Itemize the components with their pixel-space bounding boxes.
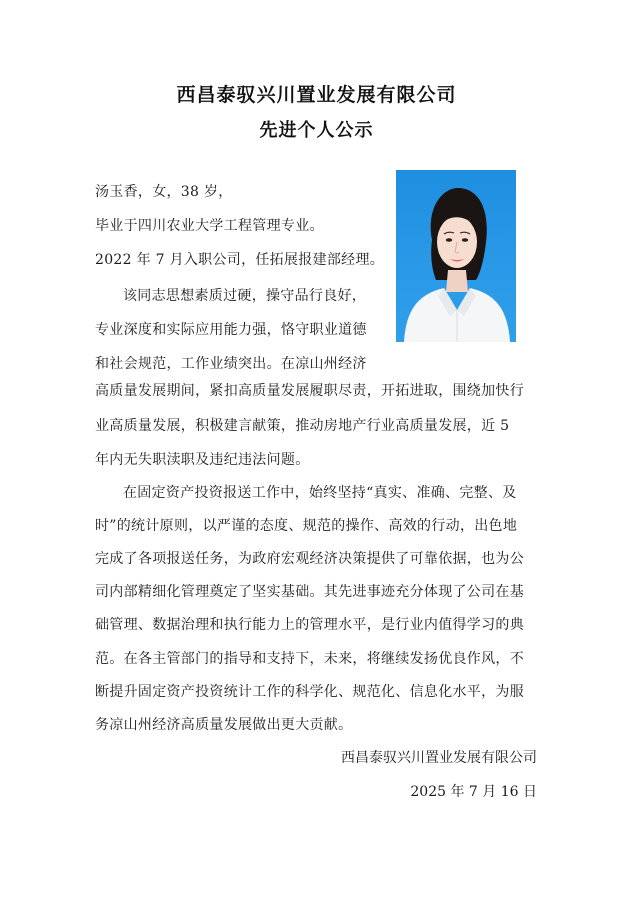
profile-line-name: 汤玉香，女，38 岁， bbox=[95, 184, 233, 200]
paragraph1-line1: 该同志思想素质过硬，操守品行良好， bbox=[123, 288, 367, 304]
profile-line-position: 2022 年 7 月入职公司，任拓展报建部经理。 bbox=[95, 252, 385, 268]
paragraph1-line5: 业高质量发展，积极建言献策，推动房地产行业高质量发展，近 5 bbox=[95, 418, 510, 434]
paragraph2-line4: 司内部精细化管理奠定了坚实基础。其先进事迹充分体现了公司在基 bbox=[95, 584, 524, 600]
paragraph2-line3: 完成了各项报送任务，为政府宏观经济决策提供了可靠依据，也为公 bbox=[95, 551, 524, 567]
paragraph2-line8: 务凉山州经济高质量发展做出更大贡献。 bbox=[95, 717, 353, 733]
paragraph2-line1: 在固定资产投资报送工作中，始终坚持“真实、准确、完整、及 bbox=[123, 485, 517, 501]
paragraph1-line2: 专业深度和实际应用能力强，恪守职业道德 bbox=[95, 322, 367, 338]
signature-org: 西昌泰驭兴川置业发展有限公司 bbox=[341, 750, 537, 766]
notice-subtitle: 先进个人公示 bbox=[259, 120, 374, 141]
paragraph1-line3: 和社会规范，工作业绩突出。在凉山州经济 bbox=[95, 356, 367, 372]
paragraph2-line6: 范。在各主管部门的指导和支持下，未来，将继续发扬优良作风，不 bbox=[95, 651, 524, 667]
portrait-illustration bbox=[396, 170, 516, 342]
profile-line-education: 毕业于四川农业大学工程管理专业。 bbox=[95, 218, 324, 234]
paragraph1-line4: 高质量发展期间，紧扣高质量发展履职尽责，开拓进取，围绕加快行 bbox=[95, 383, 524, 399]
portrait-photo bbox=[396, 170, 516, 342]
company-title: 西昌泰驭兴川置业发展有限公司 bbox=[176, 84, 457, 106]
paragraph1-line6: 年内无失职渎职及违纪违法问题。 bbox=[95, 452, 310, 468]
paragraph2-line7: 断提升固定资产投资统计工作的科学化、规范化、信息化水平，为服 bbox=[95, 684, 524, 700]
paragraph2-line5: 础管理、数据治理和执行能力上的管理水平，是行业内值得学习的典 bbox=[95, 617, 524, 633]
paragraph2-line2: 时”的统计原则，以严谨的态度、规范的操作、高效的行动，出色地 bbox=[95, 518, 518, 534]
signature-date: 2025 年 7 月 16 日 bbox=[410, 784, 537, 800]
